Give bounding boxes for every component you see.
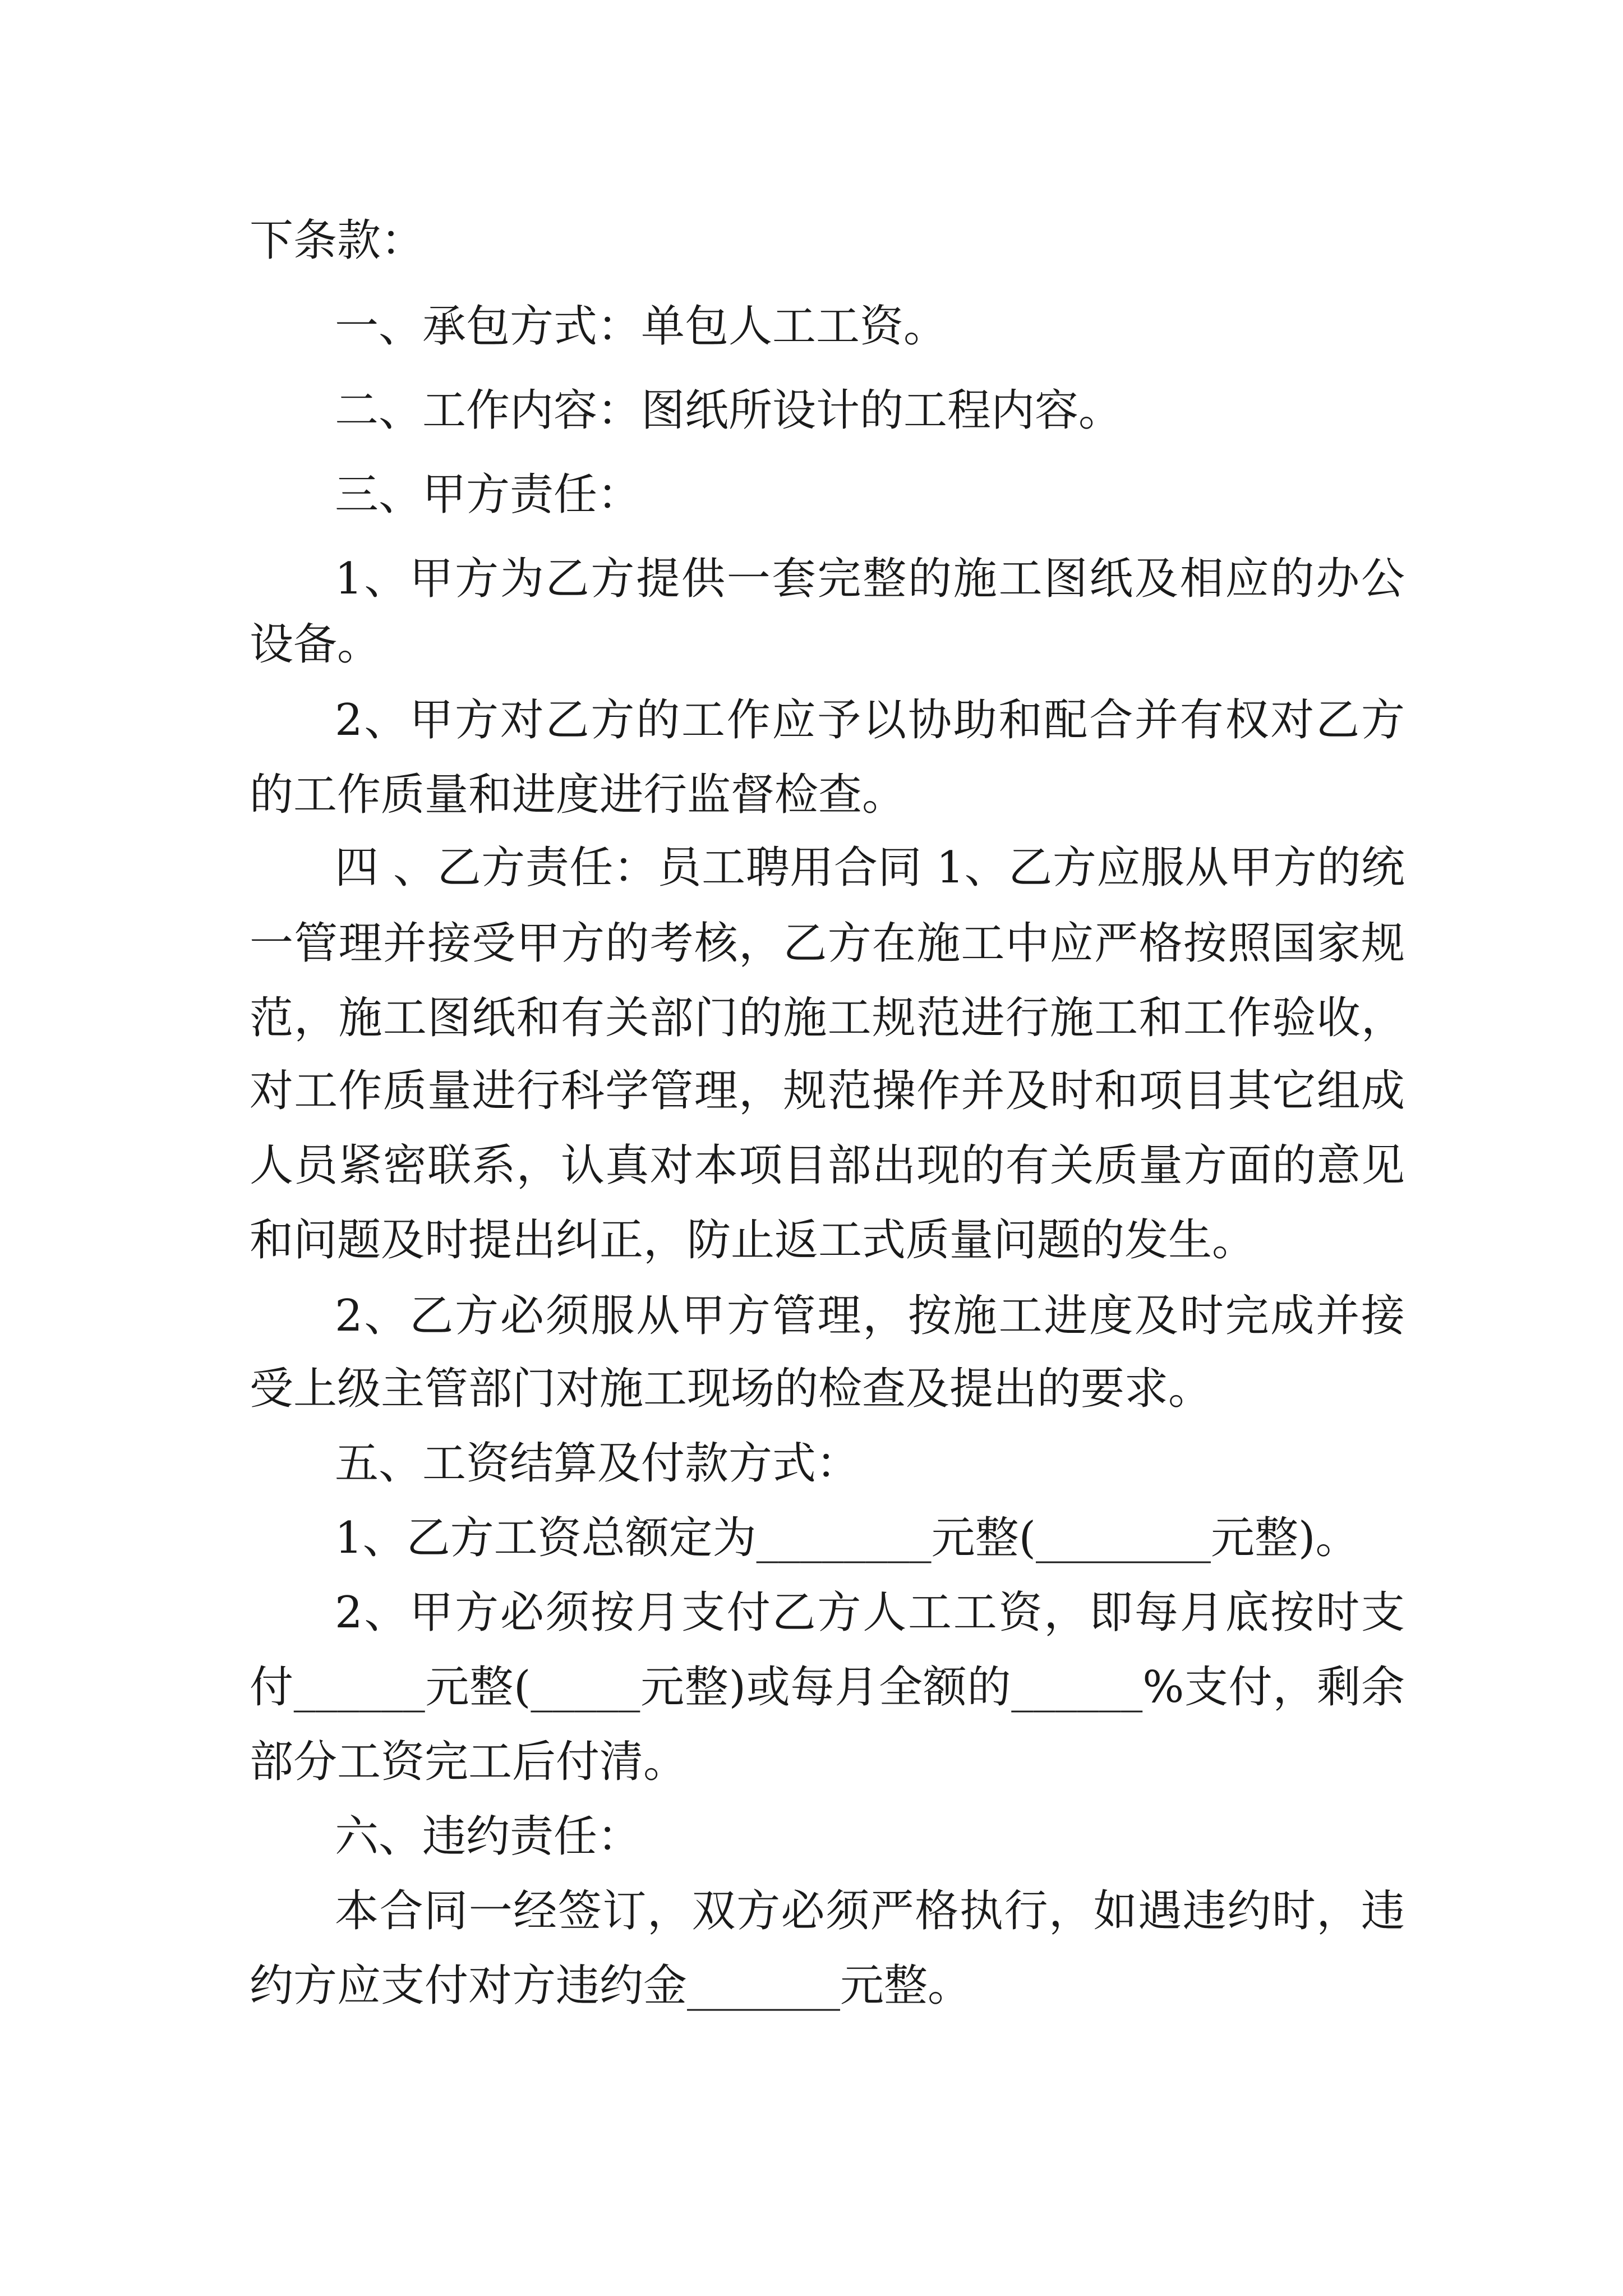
text-line: 部分工资完工后付清。 <box>250 1737 688 1787</box>
text-line: 设备。 <box>250 619 381 670</box>
text-line: 范，施工图纸和有关部门的施工规范进行施工和工作验收， <box>250 993 1405 1043</box>
text-line: 1、甲方为乙方提供一套完整的施工图纸及相应的办公 <box>335 554 1405 604</box>
text-line: 二、工作内容：图纸所设计的工程内容。 <box>335 385 1123 436</box>
text-line: 一管理并接受甲方的考核，乙方在施工中应严格按照国家规 <box>250 918 1405 969</box>
text-line: 六、违约责任： <box>335 1811 642 1862</box>
text-line: 2、甲方对乙方的工作应予以协助和配合并有权对乙方 <box>335 695 1405 746</box>
text-line: 2、甲方必须按月支付乙方人工工资，即每月底按时支 <box>335 1588 1405 1638</box>
text-line: 一、承包方式：单包人工工资。 <box>335 301 948 352</box>
text-line: 四 、乙方责任：员工聘用合同 1、乙方应服从甲方的统 <box>335 843 1405 893</box>
text-line: 的工作质量和进度进行监督检查。 <box>250 770 906 820</box>
text-line: 对工作质量进行科学管理，规范操作并及时和项目其它组成 <box>250 1066 1405 1116</box>
text-line: 下条款： <box>250 215 425 266</box>
text-line: 2、乙方必须服从甲方管理，按施工进度及时完成并接 <box>335 1291 1405 1341</box>
text-line: 受上级主管部门对施工现场的检查及提出的要求。 <box>250 1364 1212 1414</box>
text-line: 三、甲方责任： <box>335 470 642 520</box>
text-line: 五、工资结算及付款方式： <box>335 1438 860 1489</box>
text-line: 约方应支付对方违约金_______元整。 <box>250 1961 972 2011</box>
text-line: 1、乙方工资总额定为________元整(________元整)。 <box>335 1513 1359 1563</box>
text-line: 付______元整(_____元整)或每月全额的______%支付，剩余 <box>250 1662 1405 1713</box>
text-line: 和问题及时提出纠正，防止返工式质量问题的发生。 <box>250 1215 1256 1266</box>
text-line: 人员紧密联系，认真对本项目部出现的有关质量方面的意见 <box>250 1140 1405 1191</box>
text-line: 本合同一经签订，双方必须严格执行，如遇违约时，违 <box>335 1886 1405 1936</box>
